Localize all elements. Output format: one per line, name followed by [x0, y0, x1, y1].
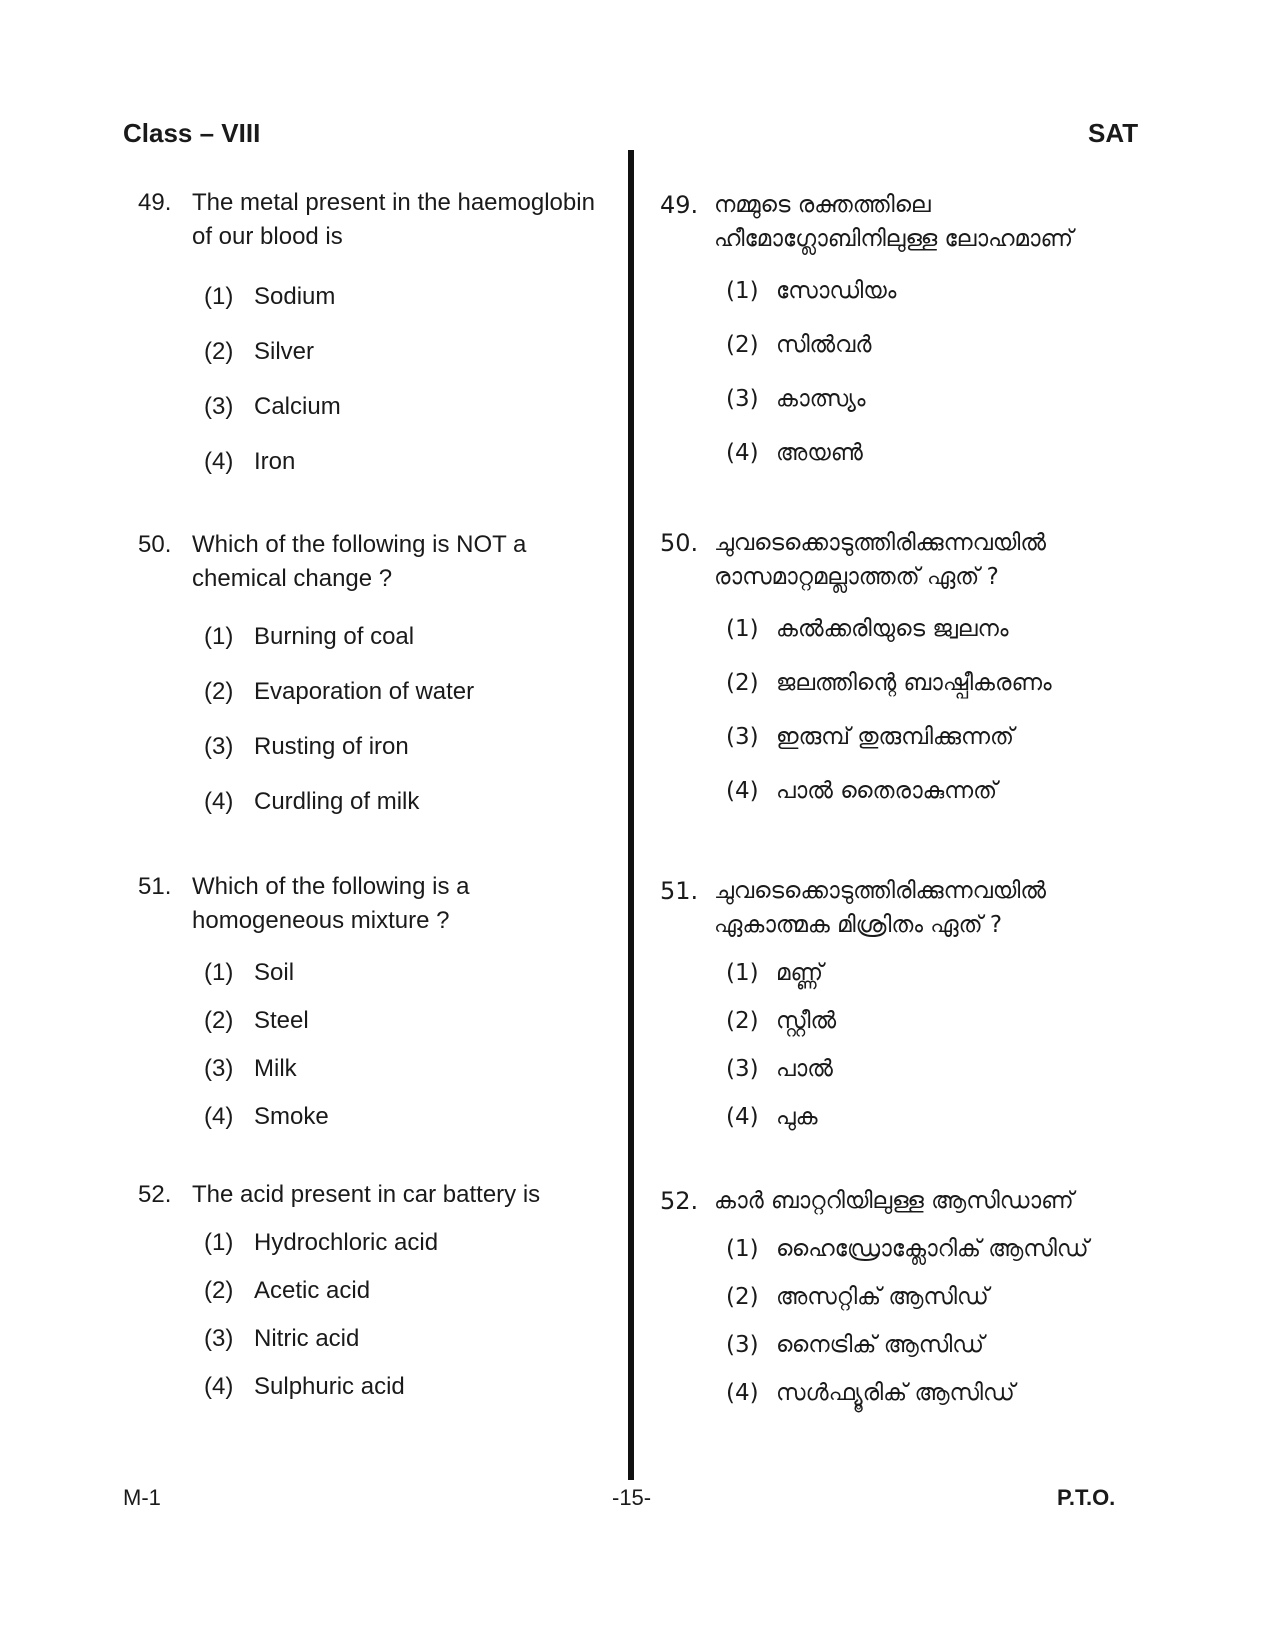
- question-number: 50.: [660, 529, 699, 557]
- option: (1) Hydrochloric acid: [204, 1229, 439, 1256]
- option: (1) കൽക്കരിയുടെ ജ്വലനം: [726, 616, 1009, 642]
- option: (3) നൈട്രിക് ആസിഡ്: [726, 1332, 985, 1358]
- question-text: The metal present in the haemoglobin of our blood is: [192, 189, 595, 250]
- option: (2) Steel: [204, 1007, 309, 1034]
- option: (4) Smoke: [204, 1103, 329, 1130]
- option: (4) പുക: [726, 1104, 818, 1130]
- question-text: The acid present in car battery is: [192, 1181, 541, 1208]
- booklet-code: M-1: [123, 1485, 161, 1510]
- option: (1) Soil: [204, 959, 295, 986]
- question-text: Which of the following is NOT a chemical change ?: [192, 531, 527, 592]
- question-text: ചുവടെക്കൊടുത്തിരിക്കുന്നവയിൽ രാസമാറ്റമല്ലാത്തത് ഏത് ?: [714, 530, 1046, 590]
- question-50-en: [138, 528, 618, 819]
- option: (4) Curdling of milk: [204, 788, 420, 815]
- question-number: 52.: [660, 1187, 699, 1215]
- option: (4) അയൺ: [726, 440, 863, 466]
- question-number: 50.: [138, 531, 172, 558]
- question-52-en: [138, 1178, 618, 1404]
- column-divider: [628, 150, 634, 1480]
- class-label: Class – VIII: [123, 118, 261, 148]
- page-number: -15-: [612, 1485, 652, 1510]
- question-text: കാർ ബാറ്ററിയിലുള്ള ആസിഡാണ്: [714, 1188, 1074, 1214]
- option: (3) Nitric acid: [204, 1325, 360, 1352]
- option: (2) ജലത്തിന്റെ ബാഷ്പീകരണം: [726, 670, 1052, 696]
- question-number: 52.: [138, 1181, 172, 1208]
- question-49-ml: [660, 188, 1160, 470]
- option: (4) പാൽ തൈരാകുന്നത്: [726, 778, 998, 804]
- option: (4) Iron: [204, 448, 296, 475]
- option: (3) Calcium: [204, 393, 341, 420]
- option: (1) Burning of coal: [204, 623, 415, 650]
- please-turn-over: P.T.O.: [1057, 1485, 1116, 1510]
- option: (3) Rusting of iron: [204, 733, 409, 760]
- option: (3) പാൽ: [726, 1056, 833, 1082]
- option: (1) സോഡിയം: [726, 278, 897, 304]
- option: (3) ഇരുമ്പ് തുരുമ്പിക്കുന്നത്: [726, 724, 1014, 750]
- option: (3) കാത്സ്യം: [726, 386, 866, 412]
- option: (2) Silver: [204, 338, 315, 365]
- option: (1) ഹൈഡ്രോക്ലോറിക് ആസിഡ്: [726, 1236, 1089, 1262]
- option: (2) സ്റ്റീൽ: [726, 1008, 837, 1034]
- option: (4) സൾഫ്യൂരിക് ആസിഡ്: [726, 1380, 1015, 1406]
- question-50-ml: [660, 526, 1160, 808]
- question-number: 51.: [138, 873, 172, 900]
- question-number: 49.: [660, 191, 699, 219]
- question-52-ml: [660, 1184, 1160, 1410]
- question-number: 49.: [138, 189, 172, 216]
- option: (2) Evaporation of water: [204, 678, 475, 705]
- option: (4) Sulphuric acid: [204, 1373, 405, 1400]
- option: (3) Milk: [204, 1055, 297, 1082]
- question-text: ചുവടെക്കൊടുത്തിരിക്കുന്നവയിൽ ഏകാത്മക മിശ്രിതം ഏത് ?: [714, 878, 1046, 938]
- question-text: നമ്മുടെ രക്തത്തിലെ ഹീമോഗ്ലോബിനിലുള്ള ലോഹമാണ്: [714, 192, 1074, 252]
- option: (1) മണ്ണ്: [726, 960, 824, 986]
- question-49-en: [138, 186, 618, 479]
- question-51-ml: [660, 874, 1160, 1134]
- option: (2) സിൽവർ: [726, 332, 872, 358]
- question-text: Which of the following is a homogeneous mixture ?: [192, 873, 470, 934]
- exam-label: SAT: [1088, 118, 1139, 148]
- option: (2) Acetic acid: [204, 1277, 371, 1304]
- question-number: 51.: [660, 877, 699, 905]
- question-51-en: [138, 870, 618, 1134]
- option: (2) അസറ്റിക് ആസിഡ്: [726, 1284, 989, 1310]
- option: (1) Sodium: [204, 283, 336, 310]
